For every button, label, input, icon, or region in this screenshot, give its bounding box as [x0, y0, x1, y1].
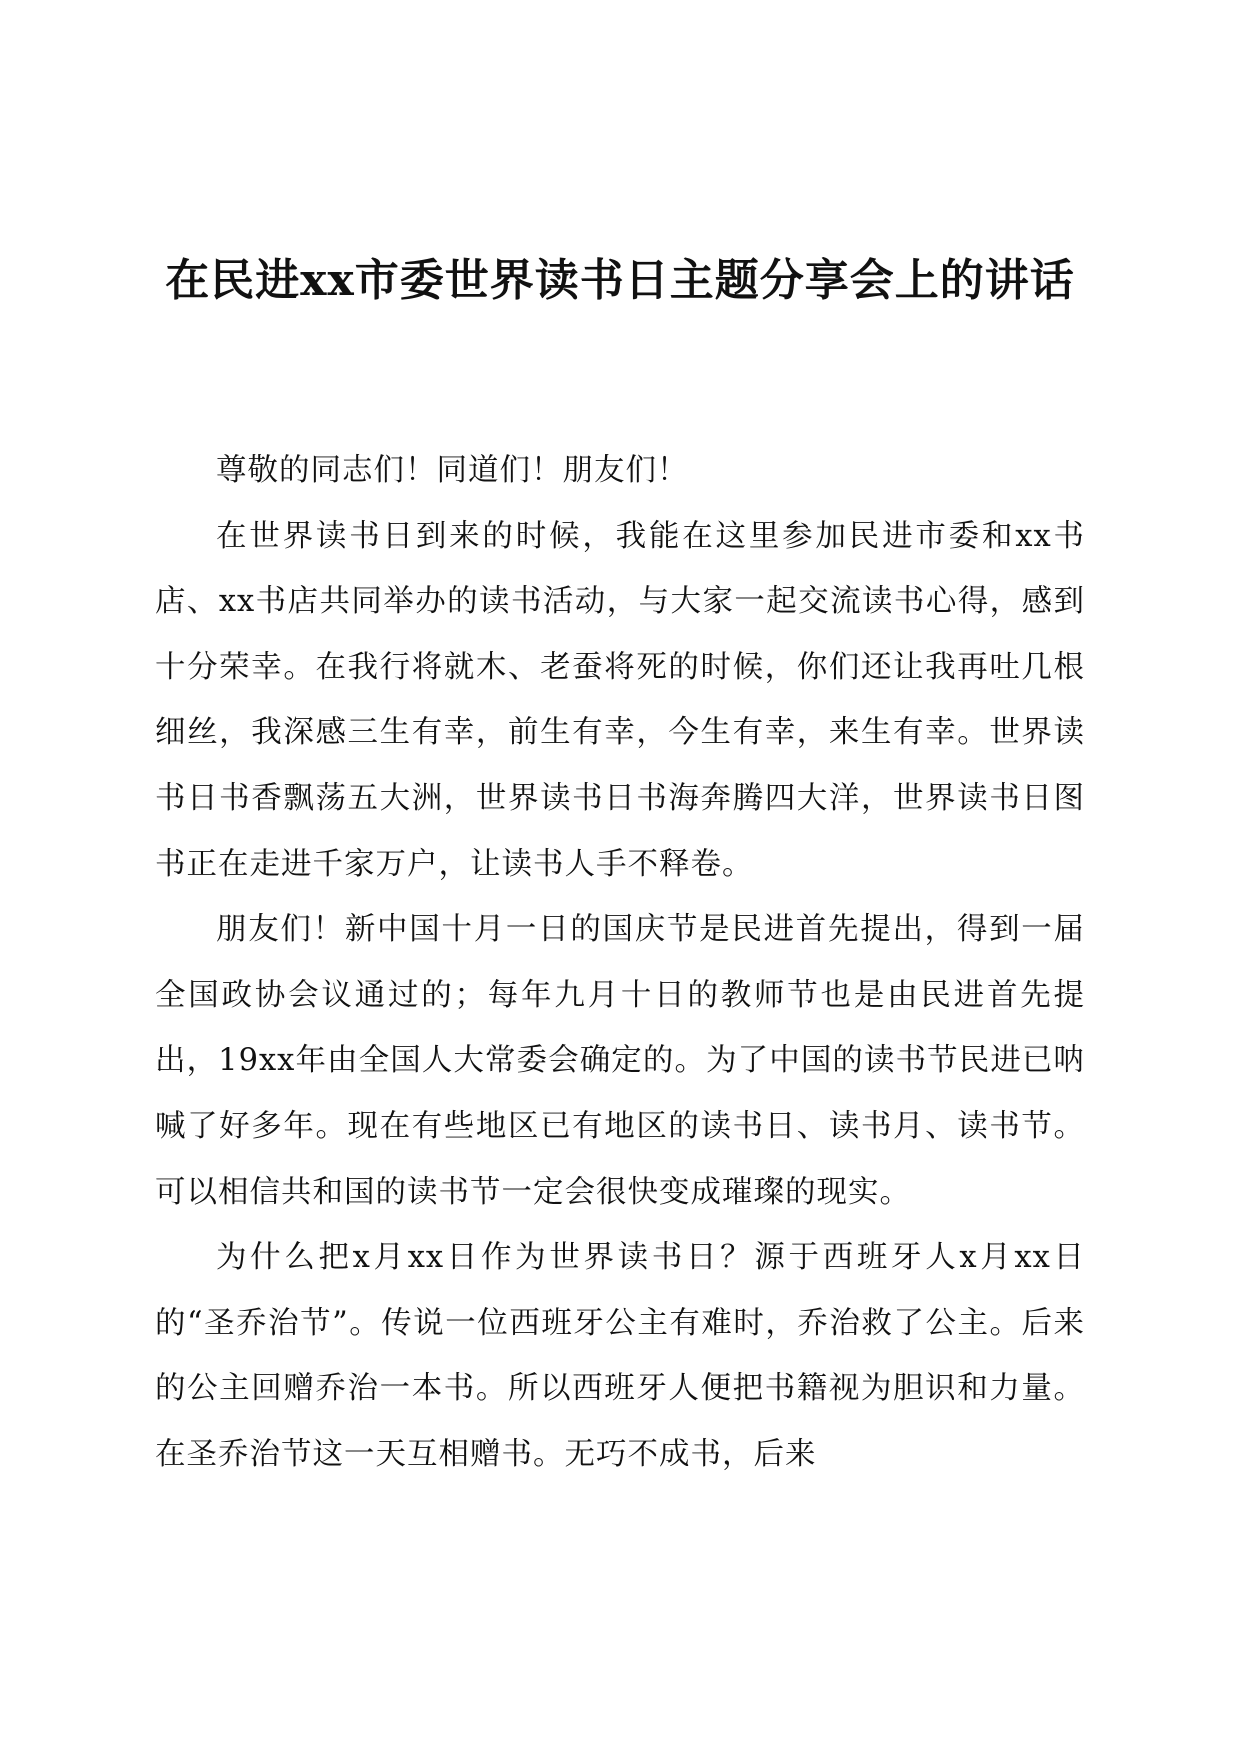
document-title: 在民进xx市委世界读书日主题分享会上的讲话 [165, 255, 1075, 306]
paragraph-greeting: 尊敬的同志们！同道们！朋友们！ [216, 453, 689, 488]
paragraph: 为什么把x月xx日作为世界读书日？源于西班牙人x月xx日的“圣乔治节”。传说一位西班牙公主有难时，乔治救了公主。后来的公主回赠乔治一本书。所以西班牙人便把书籍视为胆识和力量。在圣乔治节这一天互相赠书。无巧不成书，后来 [155, 1240, 1085, 1472]
paragraph: 在世界读书日到来的时候，我能在这里参加民进市委和xx书店、xx书店共同举办的读书活动，与大家一起交流读书心得，感到十分荣幸。在我行将就木、老蚕将死的时候，你们还让我再吐几根细丝，我深感三生有幸，前生有幸，今生有幸，来生有幸。世界读书日书香飘荡五大洲，世界读书日书海奔腾四大洋，世界读书日图书正在走进千家万户，让读书人手不释卷。 [155, 518, 1085, 882]
document-body [155, 438, 1085, 1488]
paragraph: 朋友们！新中国十月一日的国庆节是民进首先提出，得到一届全国政协会议通过的；每年九月十日的教师节也是由民进首先提出，19xx年由全国人大常委会确定的。为了中国的读书节民进已呐喊了好多年。现在有些地区已有地区的读书日、读书月、读书节。可以相信共和国的读书节一定会很快变成璀璨的现实。 [155, 912, 1085, 1210]
